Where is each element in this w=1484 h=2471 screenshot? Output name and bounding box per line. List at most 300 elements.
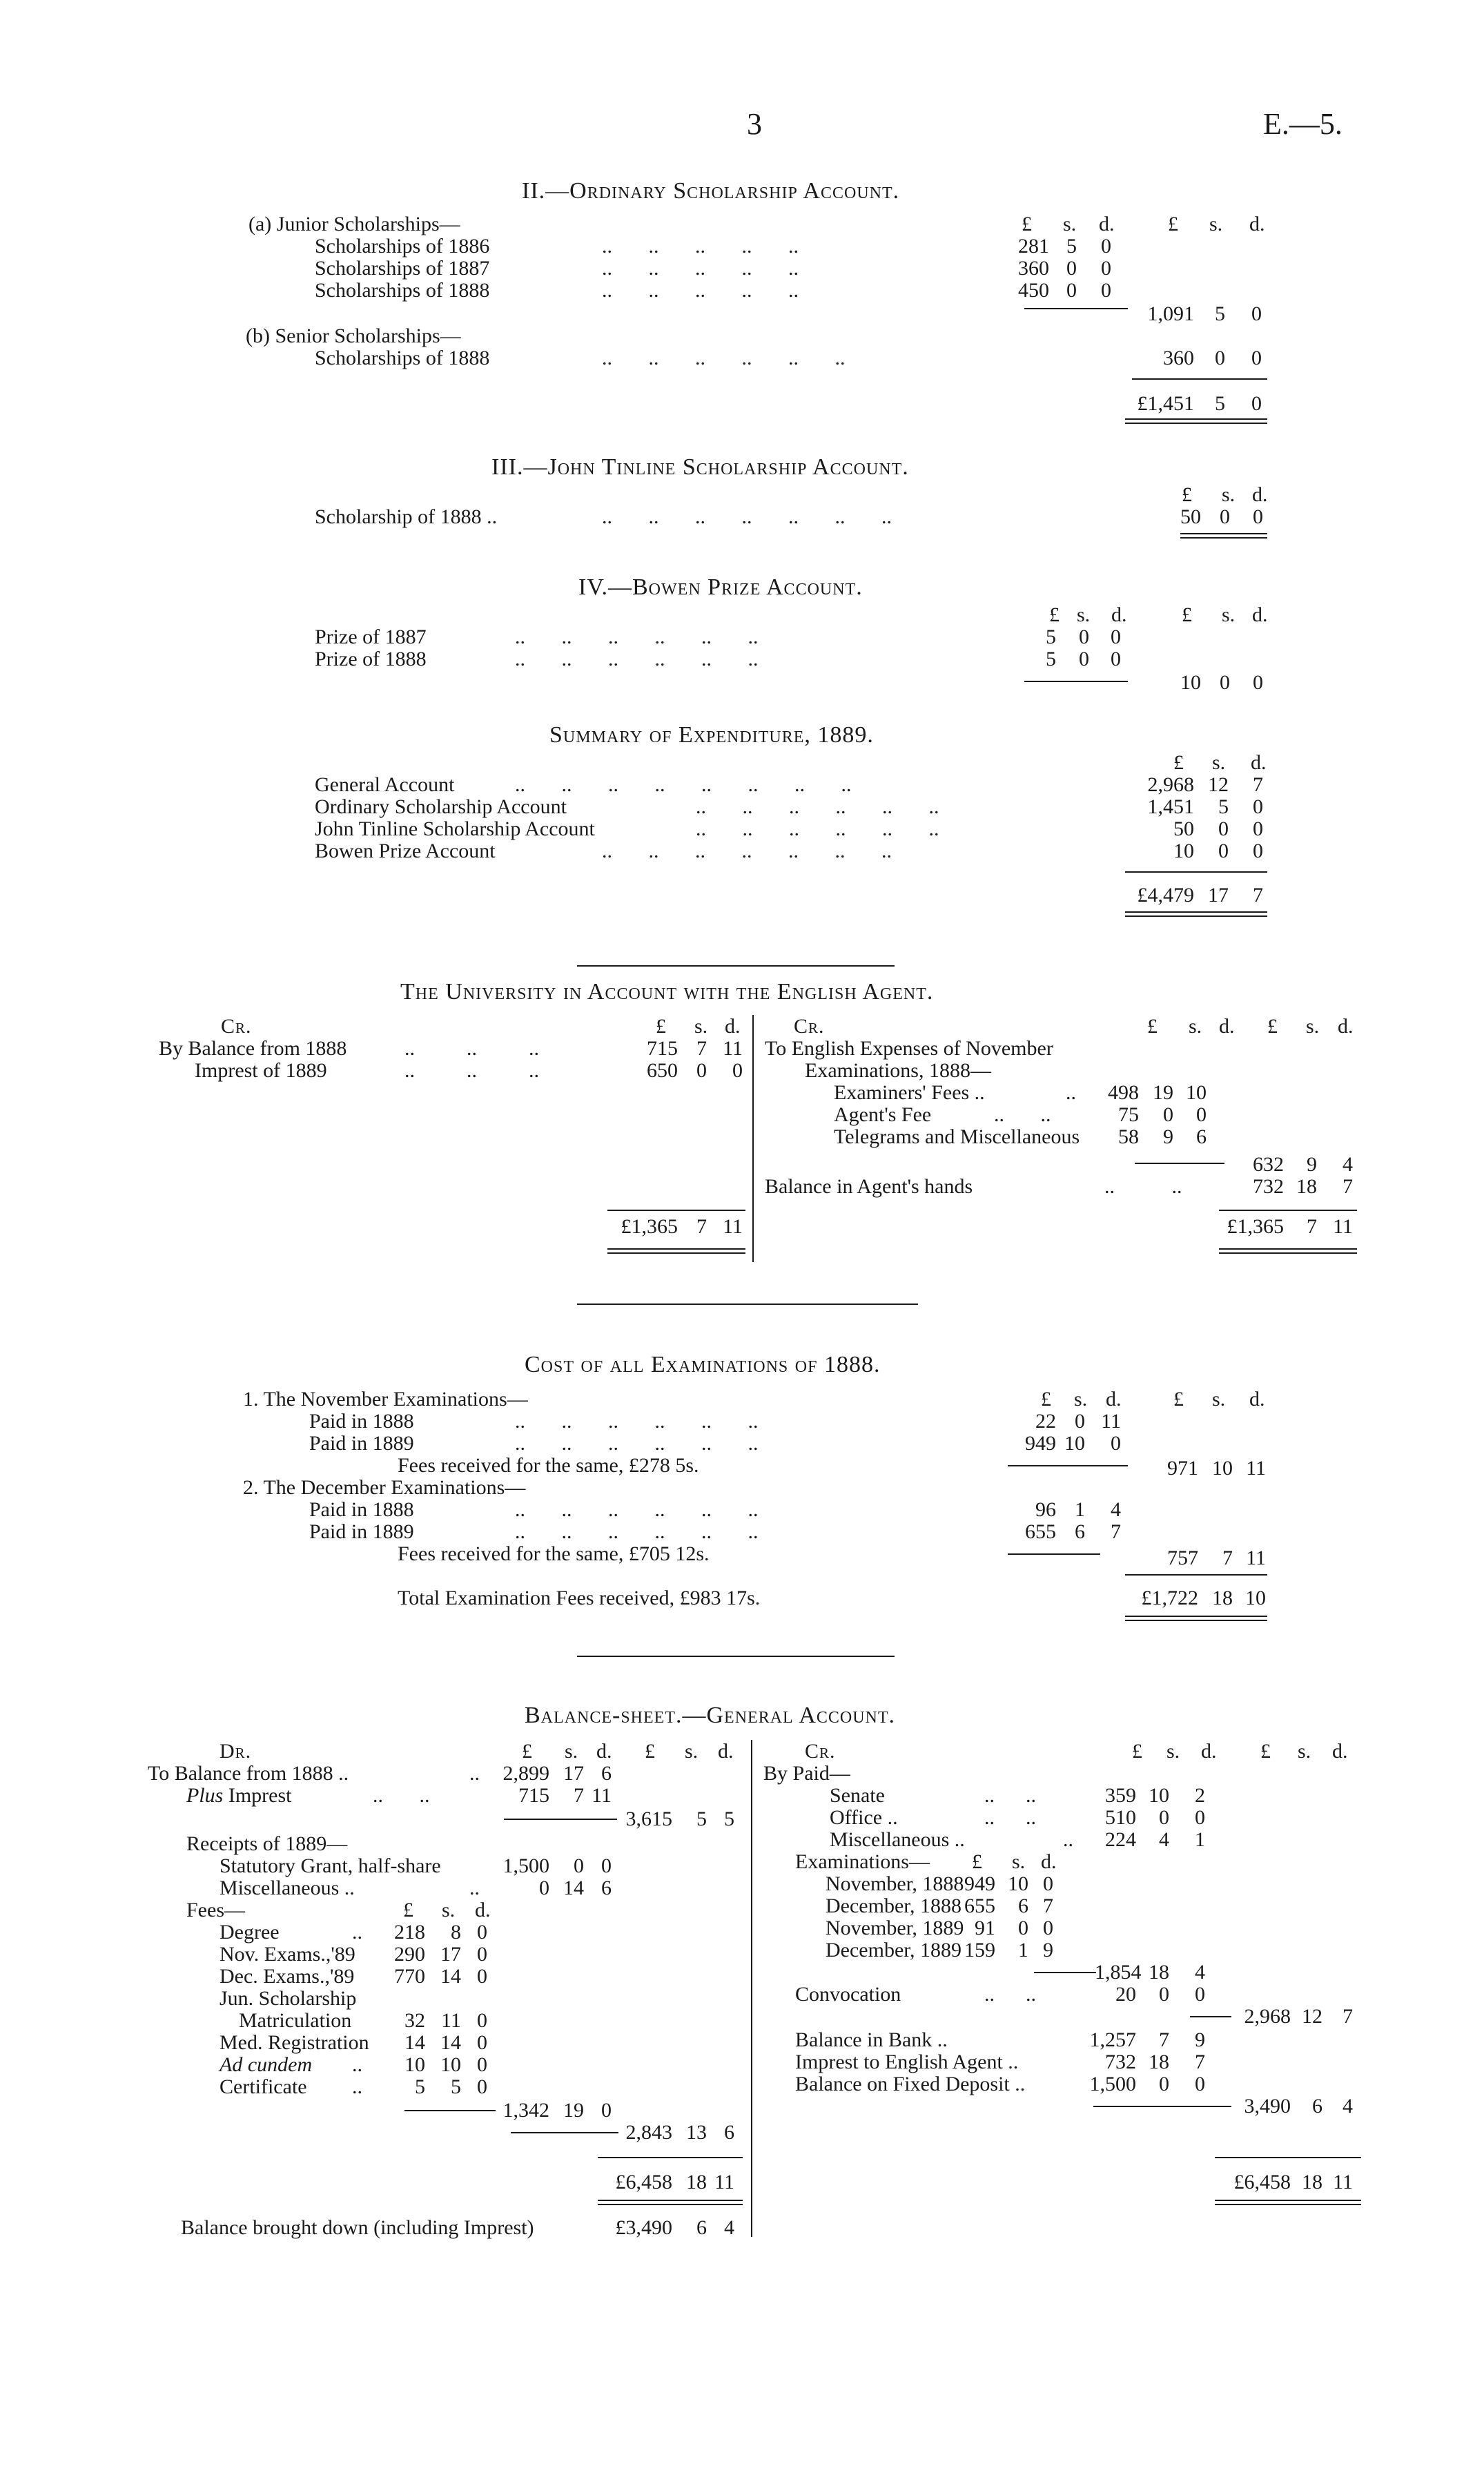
paid-total-s: 12 [1302, 2005, 1322, 2028]
col-pence: d. [1249, 1388, 1265, 1411]
col-pound: £ [1022, 213, 1032, 235]
nov-total-s: 10 [1212, 1457, 1233, 1480]
col-pence: d. [1252, 603, 1268, 626]
bank-s: 0 [1159, 2073, 1169, 2095]
col-pound: £ [1182, 603, 1192, 626]
col-pound: £ [403, 1899, 413, 1921]
col-shilling: s. [1222, 603, 1236, 626]
statutory-label: Statutory Grant, half-share [219, 1854, 441, 1877]
senior-l: 360 [1163, 347, 1194, 369]
fee-l: 14 [404, 2031, 425, 2054]
bank-s: 7 [1159, 2028, 1169, 2051]
col-pound: £ [1173, 751, 1184, 774]
balance-left-total-l: £6,458 [615, 2171, 672, 2193]
amount-s: 0 [696, 1059, 707, 1082]
paid-label: Office .. [830, 1806, 898, 1829]
col-pound: £ [656, 1015, 666, 1038]
col-pound: £ [522, 1740, 532, 1763]
fees-total-d: 0 [601, 2099, 612, 2122]
amount-s: 0 [1066, 257, 1077, 280]
exam-l: 655 [964, 1895, 995, 1917]
total-fees-label: Total Examination Fees received, £983 17s. [398, 1587, 761, 1609]
amount-s: 5 [1218, 795, 1229, 818]
exam-s: 10 [1008, 1872, 1028, 1895]
agent-right-line1: To English Expenses of November [765, 1037, 1053, 1060]
fee-d: 0 [477, 1943, 487, 1966]
fees-total-s: 19 [563, 2099, 584, 2122]
bal-sub-l: 3,615 [625, 1808, 672, 1830]
plus-l: 715 [518, 1784, 549, 1807]
col-pence: d. [1332, 1740, 1348, 1763]
ordinary-title: II.—Ordinary Scholarship Account. [522, 178, 900, 204]
amount-s: 0 [1075, 1410, 1085, 1433]
nov-total-l: 971 [1167, 1457, 1198, 1480]
col-pence: d. [1106, 1388, 1122, 1411]
amount-d: 0 [1253, 795, 1263, 818]
dec-total-d: 11 [1246, 1547, 1266, 1569]
fee-label: Degree [219, 1921, 280, 1944]
col-shilling: s. [1212, 1388, 1226, 1411]
amount-s: 9 [1163, 1125, 1173, 1148]
amount-s: 0 [1163, 1103, 1173, 1126]
col-shilling: s. [1166, 1740, 1180, 1763]
amount-d: 0 [1196, 1103, 1207, 1126]
cost-total-l: £1,722 [1141, 1587, 1198, 1609]
amount-d: 6 [1196, 1125, 1207, 1148]
col-shilling: s. [1063, 213, 1077, 235]
fee-d: 0 [477, 2053, 487, 2076]
bank-total-d: 4 [1343, 2095, 1353, 2118]
agent-right-total-l: £1,365 [1227, 1215, 1284, 1238]
convocation-d: 0 [1195, 1983, 1205, 2006]
amount-d: 11 [1101, 1410, 1121, 1433]
fee-d: 0 [477, 2031, 487, 2054]
col-pence: d. [1252, 483, 1268, 506]
amount-l: 715 [647, 1037, 678, 1060]
col-shilling: s. [1077, 603, 1091, 626]
balance-right-total-s: 18 [1302, 2171, 1322, 2193]
fee-label: Med. Registration [219, 2031, 369, 2054]
paid-total-l: 2,968 [1244, 2005, 1291, 2028]
agent-right-total-d: 11 [1333, 1215, 1353, 1238]
plus-imprest-label [186, 1785, 291, 1806]
section-divider [577, 1304, 918, 1305]
amount-d: 0 [1111, 626, 1121, 648]
agent-expense-label: Telegrams and Miscellaneous [834, 1125, 1080, 1148]
paid-label: Miscellaneous .. [830, 1828, 965, 1851]
fee-label: Certificate [219, 2075, 307, 2098]
amount-d: 0 [1111, 1432, 1121, 1455]
cost-row-label: Paid in 1888 [309, 1410, 414, 1433]
amount-d: 0 [1253, 840, 1263, 862]
exam-s: 0 [1018, 1917, 1028, 1939]
misc-s: 14 [563, 1877, 584, 1899]
amount-d: 0 [732, 1059, 743, 1082]
dec-total-s: 7 [1222, 1547, 1233, 1569]
cost-total-s: 18 [1212, 1587, 1233, 1609]
amount-d: 0 [1101, 279, 1111, 302]
amount-l: 75 [1118, 1103, 1139, 1126]
brought-down-l: £3,490 [615, 2216, 672, 2239]
statutory-d: 0 [601, 1854, 612, 1877]
bank-l: 732 [1105, 2051, 1136, 2073]
exam-s: 6 [1018, 1895, 1028, 1917]
fee-s: 14 [440, 2031, 461, 2054]
agent-left-total-l: £1,365 [621, 1215, 678, 1238]
amount-l: 2,968 [1147, 773, 1194, 796]
summary-row-label: Bowen Prize Account [315, 840, 496, 862]
bank-label: Balance on Fixed Deposit .. [795, 2073, 1026, 2095]
tinline-title: III.—John Tinline Scholarship Account. [491, 454, 909, 480]
col-pound: £ [1182, 483, 1192, 506]
fee-l: 10 [404, 2053, 425, 2076]
summary-row-label: Ordinary Scholarship Account [315, 795, 567, 818]
paid-s: 0 [1159, 1806, 1169, 1829]
summary-total-s: 17 [1208, 884, 1229, 907]
paid-l: 359 [1105, 1784, 1136, 1807]
amount-d: 11 [723, 1037, 743, 1060]
agent-expense-label: Agent's Fee [834, 1103, 932, 1126]
ordinary-total-d: 0 [1251, 392, 1262, 415]
bal-from-d: 6 [601, 1762, 612, 1785]
fee-l: 770 [394, 1965, 425, 1988]
bank-total-s: 6 [1312, 2095, 1322, 2118]
col-shilling: s. [1222, 483, 1236, 506]
cost-row-label: Paid in 1889 [309, 1432, 414, 1455]
exams-label: Examinations— [795, 1850, 930, 1873]
col-shilling: s. [442, 1899, 456, 1921]
exam-label: December, 1889 [826, 1939, 962, 1961]
amount-l: 498 [1108, 1081, 1139, 1104]
fee-label: Matriculation [239, 2009, 352, 2032]
agent-left-total-d: 11 [723, 1215, 743, 1238]
col-shilling: s. [1306, 1015, 1320, 1038]
agent-balance-s: 18 [1296, 1175, 1317, 1198]
fee-label: Ad cundem [219, 2053, 313, 2076]
paid-d: 0 [1195, 1806, 1205, 1829]
junior-label: (a) Junior Scholarships— [248, 213, 460, 235]
receipts-label: Receipts of 1889— [186, 1832, 348, 1855]
col-pound: £ [1041, 1388, 1051, 1411]
amount-d: 0 [1101, 257, 1111, 280]
amount-s: 7 [696, 1037, 707, 1060]
col-shilling: s. [565, 1740, 578, 1763]
agent-balance-d: 7 [1343, 1175, 1353, 1198]
dec-label: 2. The December Examinations— [243, 1476, 526, 1499]
amount-d: 10 [1186, 1081, 1207, 1104]
amount-d: 7 [1111, 1520, 1121, 1543]
amount-l: 96 [1035, 1498, 1056, 1521]
imprest-label: Imprest [223, 1784, 292, 1807]
receipts-total-s: 13 [686, 2121, 707, 2144]
fee-s: 5 [451, 2075, 461, 2098]
agent-right-total-s: 7 [1307, 1215, 1317, 1238]
fee-s: 8 [451, 1921, 461, 1944]
nov-total-d: 11 [1246, 1457, 1266, 1480]
fee-d: 0 [477, 2009, 487, 2032]
bal-from-s: 17 [563, 1762, 584, 1785]
amount-l: 650 [647, 1059, 678, 1082]
paid-l: 510 [1105, 1806, 1136, 1829]
exams-total-d: 4 [1195, 1961, 1205, 1984]
col-shilling: s. [1298, 1740, 1311, 1763]
agent-left-head: Cr. [221, 1015, 252, 1038]
dec-fees: Fees received for the same, £705 12s. [398, 1542, 710, 1565]
bank-label: Imprest to English Agent .. [795, 2051, 1019, 2073]
by-paid-label: By Paid— [763, 1762, 850, 1785]
col-pence: d. [1249, 213, 1265, 235]
exam-d: 9 [1043, 1939, 1053, 1961]
col-pence: d. [596, 1740, 612, 1763]
fee-s: 14 [440, 1965, 461, 1988]
agent-row-label: Imprest of 1889 [195, 1059, 327, 1082]
paid-s: 10 [1149, 1784, 1169, 1807]
ordinary-total-s: 5 [1215, 392, 1225, 415]
amount-s: 0 [1218, 840, 1229, 862]
paid-l: 224 [1105, 1828, 1136, 1851]
bowen-row-label: Prize of 1887 [315, 626, 427, 648]
bal-from-l: 2,899 [502, 1762, 549, 1785]
amount-s: 6 [1075, 1520, 1085, 1543]
junior-total-s: 5 [1215, 302, 1225, 325]
bank-d: 7 [1195, 2051, 1205, 2073]
summary-row-label: John Tinline Scholarship Account [315, 817, 595, 840]
amount-d: 7 [1253, 773, 1263, 796]
col-pound: £ [1147, 1015, 1158, 1038]
amount-s: 5 [1066, 235, 1077, 258]
exam-label: November, 1888 [826, 1872, 964, 1895]
exam-d: 0 [1043, 1872, 1053, 1895]
senior-row-label: Scholarships of 1888 [315, 347, 490, 369]
senior-s: 0 [1215, 347, 1225, 369]
section-divider [577, 1656, 895, 1657]
amount-l: 5 [1046, 626, 1056, 648]
amount-l: 281 [1018, 235, 1049, 258]
row-label: Scholarships of 1888 [315, 279, 490, 302]
col-shilling: s. [1189, 1015, 1202, 1038]
agent-balance-label: Balance in Agent's hands [765, 1175, 973, 1198]
bank-s: 18 [1149, 2051, 1169, 2073]
balance-left-total-s: 18 [686, 2171, 707, 2193]
fee-s: 17 [440, 1943, 461, 1966]
paid-total-d: 7 [1343, 2005, 1353, 2028]
col-shilling: s. [1012, 1850, 1026, 1873]
bowen-total-l: 10 [1180, 671, 1201, 694]
agent-subtotal-s: 9 [1307, 1153, 1317, 1176]
amount-d: 0 [1111, 648, 1121, 670]
amount-l: 58 [1118, 1125, 1139, 1148]
exam-d: 7 [1043, 1895, 1053, 1917]
amount-l: 655 [1025, 1520, 1056, 1543]
col-pound: £ [1168, 213, 1178, 235]
amount-l: 450 [1018, 279, 1049, 302]
col-pence: d. [1338, 1015, 1354, 1038]
bank-total-l: 3,490 [1244, 2095, 1291, 2118]
agent-balance-l: 732 [1253, 1175, 1284, 1198]
col-pound: £ [645, 1740, 655, 1763]
fee-d: 0 [477, 1965, 487, 1988]
amount-s: 10 [1064, 1432, 1085, 1455]
paid-d: 1 [1195, 1828, 1205, 1851]
fee-label: Nov. Exams.,'89 [219, 1943, 355, 1966]
fees-label: Fees— [186, 1899, 245, 1921]
fee-l: 290 [394, 1943, 425, 1966]
amount-l: 5 [1046, 648, 1056, 670]
bowen-total-s: 0 [1220, 671, 1230, 694]
amount-l: 360 [1018, 257, 1049, 280]
col-pound: £ [1049, 603, 1060, 626]
col-pence: d. [1111, 603, 1127, 626]
cost-row-label: Paid in 1888 [309, 1498, 414, 1521]
balance-right-head: Cr. [805, 1740, 836, 1763]
col-pence: d. [1041, 1850, 1057, 1873]
col-pound: £ [1260, 1740, 1271, 1763]
exams-total-s: 18 [1149, 1961, 1169, 1984]
fee-l: 5 [415, 2075, 425, 2098]
balance-right-total-l: £6,458 [1233, 2171, 1291, 2193]
nov-label: 1. The November Examinations— [243, 1388, 528, 1411]
row-label: Scholarships of 1886 [315, 235, 490, 258]
exam-label: November, 1889 [826, 1917, 964, 1939]
section-divider [577, 965, 895, 967]
cost-row-label: Paid in 1889 [309, 1520, 414, 1543]
agent-title: The University in Account with the English Agent. [400, 979, 934, 1005]
fee-s: 10 [440, 2053, 461, 2076]
convocation-l: 20 [1115, 1983, 1136, 2006]
exam-label: December, 1888 [826, 1895, 962, 1917]
col-pence: d. [718, 1740, 734, 1763]
col-pound: £ [1267, 1015, 1278, 1038]
fee-d: 0 [477, 1921, 487, 1944]
bal-sub-s: 5 [696, 1808, 707, 1830]
bank-d: 9 [1195, 2028, 1205, 2051]
col-pound: £ [972, 1850, 982, 1873]
senior-d: 0 [1251, 347, 1262, 369]
bowen-total-d: 0 [1253, 671, 1263, 694]
amount-s: 1 [1075, 1498, 1085, 1521]
exam-l: 949 [964, 1872, 995, 1895]
exam-d: 0 [1043, 1917, 1053, 1939]
balance-left-head: Dr. [219, 1740, 252, 1763]
cost-total-d: 10 [1245, 1587, 1266, 1609]
amount-s: 0 [1079, 648, 1089, 670]
convocation-s: 0 [1159, 1983, 1169, 2006]
balance-title: Balance-sheet.—General Account. [525, 1703, 896, 1728]
col-pound: £ [1173, 1388, 1184, 1411]
exam-s: 1 [1018, 1939, 1028, 1961]
col-pence: d. [1251, 751, 1267, 774]
document-reference: E.—5. [1263, 107, 1343, 141]
balance-right-total-d: 11 [1333, 2171, 1353, 2193]
fee-l: 32 [404, 2009, 425, 2032]
bank-d: 0 [1195, 2073, 1205, 2095]
tinline-l: 50 [1180, 505, 1201, 528]
ordinary-total-l: £1,451 [1137, 392, 1194, 415]
amount-l: 22 [1035, 1410, 1056, 1433]
page-number: 3 [747, 107, 762, 141]
agent-row-label: By Balance from 1888 [159, 1037, 347, 1060]
paid-label: Senate [830, 1784, 885, 1807]
bank-label: Balance in Bank .. [795, 2028, 948, 2051]
bank-l: 1,257 [1089, 2028, 1136, 2051]
cost-title: Cost of all Examinations of 1888. [525, 1352, 881, 1377]
bowen-row-label: Prize of 1888 [315, 648, 427, 670]
junior-total-d: 0 [1251, 302, 1262, 325]
exam-l: 91 [975, 1917, 995, 1939]
plus-s: 7 [574, 1784, 584, 1807]
paid-d: 2 [1195, 1784, 1205, 1807]
amount-d: 0 [1101, 235, 1111, 258]
receipts-total-d: 6 [724, 2121, 734, 2144]
col-shilling: s. [1209, 213, 1223, 235]
amount-d: 4 [1111, 1498, 1121, 1521]
agent-expense-label: Examiners' Fees .. [834, 1081, 985, 1104]
balance-divider [751, 1740, 752, 2237]
exam-l: 159 [964, 1939, 995, 1961]
bal-sub-d: 5 [724, 1808, 734, 1830]
bal-from-label: To Balance from 1888 .. [148, 1762, 349, 1785]
col-shilling: s. [1212, 751, 1226, 774]
plus-label: Plus [186, 1784, 224, 1807]
misc-label: Miscellaneous .. [219, 1877, 355, 1899]
nov-fees: Fees received for the same, £278 5s. [398, 1454, 699, 1477]
senior-label: (b) Senior Scholarships— [246, 324, 461, 347]
col-shilling: s. [1074, 1388, 1088, 1411]
col-pence: d. [1099, 213, 1115, 235]
summary-title: Summary of Expenditure, 1889. [549, 722, 874, 748]
bank-l: 1,500 [1089, 2073, 1136, 2095]
summary-total-d: 7 [1253, 884, 1263, 907]
fee-l: 218 [394, 1921, 425, 1944]
col-shilling: s. [685, 1740, 699, 1763]
summary-total-l: £4,479 [1137, 884, 1194, 907]
brought-down-d: 4 [724, 2216, 734, 2239]
brought-down-s: 6 [696, 2216, 707, 2239]
amount-l: 50 [1173, 817, 1194, 840]
misc-l: 0 [539, 1877, 549, 1899]
tinline-s: 0 [1220, 505, 1230, 528]
fee-label: Dec. Exams.,'89 [219, 1965, 355, 1988]
exams-total-l: 1,854 [1095, 1961, 1142, 1984]
fees-total-l: 1,342 [502, 2099, 549, 2122]
plus-d: 11 [592, 1784, 612, 1807]
amount-d: 0 [1253, 817, 1263, 840]
junior-total-l: 1,091 [1147, 302, 1194, 325]
agent-subtotal-d: 4 [1343, 1153, 1353, 1176]
amount-l: 10 [1173, 840, 1194, 862]
tinline-d: 0 [1253, 505, 1263, 528]
summary-row-label: General Account [315, 773, 455, 796]
paid-s: 4 [1159, 1828, 1169, 1851]
agent-left-total-s: 7 [696, 1215, 707, 1238]
col-pence: d. [475, 1899, 491, 1921]
amount-s: 0 [1218, 817, 1229, 840]
amount-s: 12 [1208, 773, 1229, 796]
misc-d: 6 [601, 1877, 612, 1899]
amount-s: 19 [1153, 1081, 1173, 1104]
col-pence: d. [1201, 1740, 1217, 1763]
convocation-label: Convocation [795, 1983, 901, 2006]
bowen-title: IV.—Bowen Prize Account. [578, 574, 863, 600]
col-pence: d. [725, 1015, 741, 1038]
amount-s: 0 [1066, 279, 1077, 302]
col-pound: £ [1132, 1740, 1142, 1763]
agent-right-head: Cr. [794, 1015, 825, 1038]
agent-subtotal-l: 632 [1253, 1153, 1284, 1176]
fee-label: Jun. Scholarship [219, 1987, 357, 2010]
agent-right-line2: Examinations, 1888— [805, 1059, 991, 1082]
fee-d: 0 [477, 2075, 487, 2098]
